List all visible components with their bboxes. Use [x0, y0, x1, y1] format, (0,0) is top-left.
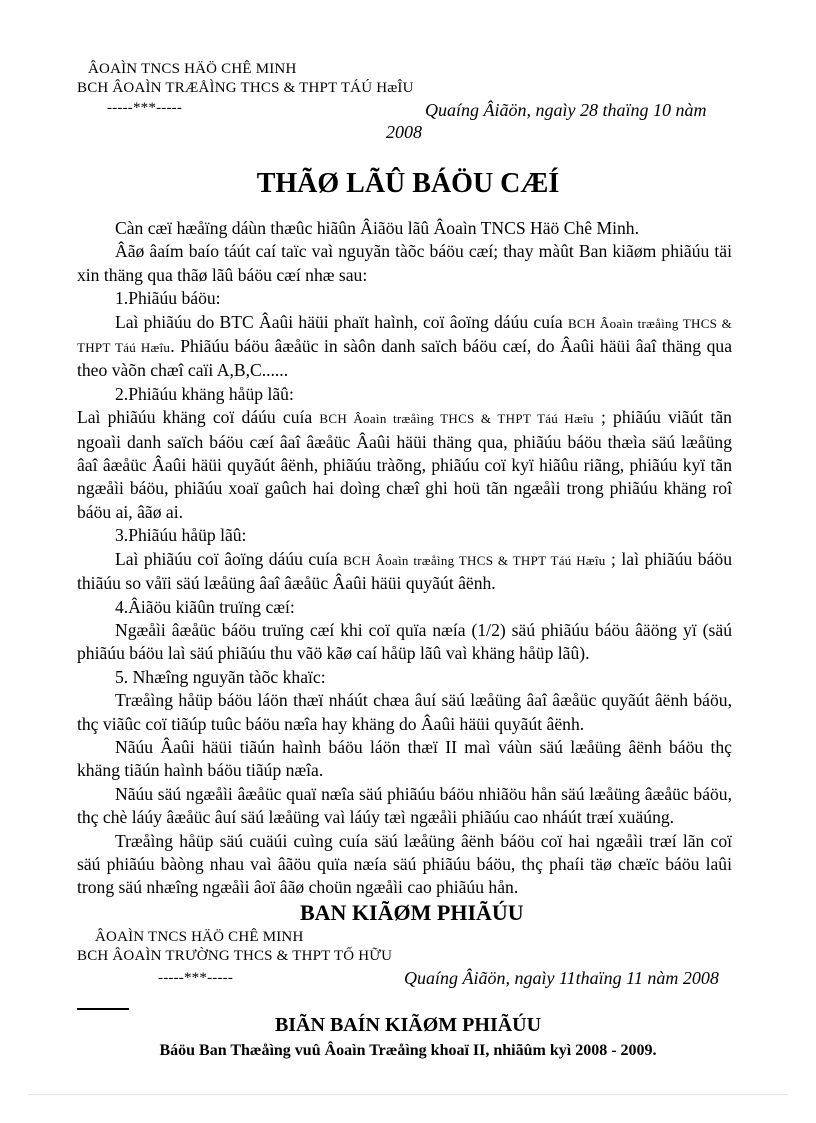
section-5-text-b: Nãúu Âaûi häüi tiãún haình báöu láön thæï II maì váùn säú læåüng âënh báöu thç khäng tiãún haình báöu tiãúp næîa. [77, 736, 732, 781]
unit-name: BCH ÂOAÌN TRÆÅÌNG THCS & THPT TÁÚ HæÎU [77, 80, 414, 96]
section-3-heading: 3.Phiãúu håüp lãû: [115, 525, 247, 546]
section-1-unit: BCH Âoaìn træåìng THCS & THPT Táú Hæîu [77, 315, 732, 356]
page-title: THÃØ LÃÛ BÁÖU CÆÍ [256, 168, 560, 199]
section-2-heading: 2.Phiãúu khäng håüp lãû: [115, 383, 294, 404]
unit-name-2: BCH ÂOAÌN TRƯỜNG THCS & THPT TỐ HỮU [77, 948, 393, 964]
date-line: Quaíng Âiãön, ngaìy 28 thaïng 10 nàm [425, 100, 707, 120]
section-4-text: Ngæåìi âæåüc báöu truïng cæí khi coï quïa næía (1/2) säú phiãúu báöu âäöng yï (säú phiãúu báöu laì säú phiãúu thu vãö kãø caí håüp lãû vaì khäng håüp lãû). [77, 619, 732, 664]
intro-paragraph: Càn cæï hæåïng dáùn thæûc hiãûn Âiãöu lãû Âoaìn TNCS Häö Chê Minh. [115, 218, 640, 238]
date-year: 2008 [386, 122, 422, 142]
org-name-2: ÂOAÌN TNCS HÄÖ CHÊ MINH [95, 929, 304, 945]
section-5-text-a: Træåìng håüp báöu láön thæï nháút chæa âuí säú læåüng âaî âæåüc quyãút âënh báöu, thç viãûc coï tiãúp tuûc báöu næîa hay khäng do Âaûi häüi quyãút âënh. [77, 690, 732, 734]
ban-kiem-phieu-heading: BAN KIÃØM PHIÃÚU [300, 900, 524, 925]
section-1-text [77, 311, 732, 383]
section-2-text-a: Laì phiãúu khäng coï dáúu cuía [77, 407, 313, 428]
short-rule [77, 1008, 129, 1010]
section-3-text [77, 548, 732, 596]
date-line-2: Quaíng Âiãön, ngaìy 11thaïng 11 nàm 2008 [404, 968, 719, 988]
section-5-text-c: Nãúu säú ngæåìi âæåüc quaï næîa säú phiãúu báöu nhiãöu hån säú læåüng âæåüc báöu, thç chè láúy âæåüc âuí säú læåüng vaì láúy tæì ngæåìi phiãúu cao nháút træí xuäúng. [77, 783, 732, 828]
section-1-text-a: Laì phiãúu do BTC Âaûi häüi phaït haình, coï âoïng dáúu cuía [115, 311, 563, 332]
rules-body [77, 217, 732, 900]
section-1-heading: 1.Phiãúu báöu: [115, 288, 221, 309]
section-2-unit: BCH Âoaìn træåìng THCS & THPT Táú Hæîu [319, 411, 594, 427]
section-3-text-b: ; laì phiãúu báöu thiãúu so våïi säú læåüng âaî âæåüc Âaûi häüi quyãút âënh. [77, 548, 732, 594]
stars-divider: -----***----- [107, 100, 183, 116]
page-edge-line [28, 1094, 788, 1095]
section-4-heading: 4.Âiãöu kiãûn truïng cæí: [115, 596, 295, 617]
section-3-unit: BCH Âoaìn træåìng THCS & THPT Táú Hæîu [343, 552, 606, 568]
stars-divider-2: -----***----- [158, 970, 234, 986]
section-2-text-b: ; phiãúu viãút tãn ngoaìi danh saïch báöu cæí âaî âæåüc Âaûi häüi thäng qua, phiãúu báöu thæìa säú læåüng âaî âæåüc Âaûi häüi quyãút âënh, phiãúu tràõng, phiãúu coï kyï hiãûu riãng, phiãúu kyï tãn ngæåìi báöu, phiãúu xoaï gaûch hai doìng chæî ghi hoü tãn ngæåìi trong phiãúu khäng roî báöu ai, âãø ai. [77, 407, 732, 522]
agree-paragraph: Âãø âaím baío táút caí taïc vaì nguyãn tàõc báöu cæí; thay màût Ban kiãøm phiãúu täi xin thäng qua thãø lãû báöu cæí nhæ sau: [77, 241, 732, 285]
minutes-title: BIÃN BAÍN KIÃØM PHIÃÚU [274, 1014, 542, 1036]
minutes-subtitle: Báöu Ban Thæåìng vuû Âoaìn Træåìng khoaï II, nhiãûm kyì 2008 - 2009. [159, 1042, 657, 1059]
section-5-heading: 5. Nhæîng nguyãn tàõc khaïc: [115, 666, 326, 687]
org-name: ÂOAÌN TNCS HÄÖ CHÊ MINH [88, 61, 297, 77]
section-1-text-b: . Phiãúu báöu âæåüc in sàôn danh saïch báöu cæí, do Âaûi häüi âaî thäng qua theo vàõn chæî caïi A,B,C...... [77, 336, 732, 381]
section-3-text-a: Laì phiãúu coï âoïng dáúu cuía [115, 548, 338, 569]
section-2-text [77, 406, 732, 524]
section-5-text-d: Træåìng håüp säú cuäúi cuìng cuía säú læåüng âënh báöu coï hai ngæåìi træí lãn coï säú phiãúu bàòng nhau vaì âãöu quïa næía säú phiãúu báöu, thç phaíi täø chæïc báöu laûi trong säú nhæîng ngæåìi âoï âãø choün ngæåìi cao phiãúu hån. [77, 830, 732, 898]
